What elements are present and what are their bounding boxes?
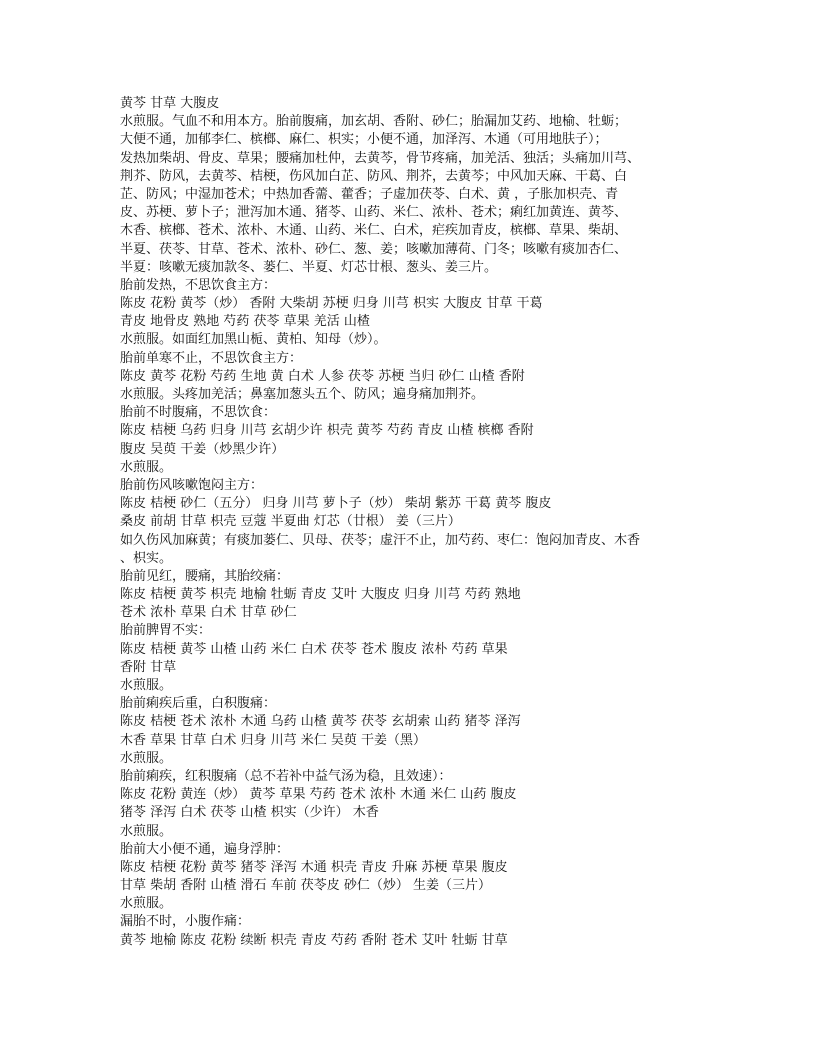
section-heading: 胎前不时腹痛，不思饮食： bbox=[120, 405, 277, 421]
section-heading: 胎前痢疾，红积腹痛（总不若补中益气汤为稳，且效速）： bbox=[120, 768, 452, 784]
text-line: 水煎服。 bbox=[120, 823, 173, 839]
text-line: 猪苓 泽泻 白术 茯苓 山楂 枳实（少许） 木香 bbox=[120, 805, 379, 821]
text-line: 、枳实。 bbox=[120, 550, 173, 566]
section-heading: 漏胎不时，小腹作痛： bbox=[120, 914, 251, 930]
text-line: 水煎服。头疼加羌活；鼻塞加葱头五个、防风；遍身痛加荆芥。 bbox=[120, 387, 485, 402]
text-line: 水煎服。 bbox=[120, 459, 173, 475]
text-line: 陈皮 桔梗 苍术 浓朴 木通 乌药 山楂 黄芩 茯苓 玄胡索 山药 猪苓 泽泻 bbox=[120, 714, 521, 730]
text-line: 木香、槟榔、苍术、浓朴、木通、山药、米仁、白术，疟疾加青皮，槟榔、草果、柴胡、 bbox=[120, 223, 628, 239]
text-line: 陈皮 花粉 黄芩（炒） 香附 大柴胡 苏梗 归身 川芎 枳实 大腹皮 甘草 干葛 bbox=[120, 296, 543, 312]
text-line: 如久伤风加麻黄；有痰加蒌仁、贝母、茯苓；虚汗不止，加芍药、枣仁：饱闷加青皮、木香 bbox=[120, 532, 641, 548]
text-line: 甘草 柴胡 香附 山楂 滑石 车前 茯苓皮 砂仁（炒） 生姜（三片） bbox=[120, 878, 492, 894]
text-line: 荆芥、防风，去黄芩、桔梗，伤风加白芷、防风、荆芥，去黄芩；中风加天麻、干葛、白 bbox=[120, 168, 628, 184]
text-line: 皮、苏梗、萝卜子；泄泻加木通、猪苓、山药、米仁、浓朴、苍术；痢红加黄连、黄芩、 bbox=[120, 205, 628, 221]
text-line: 陈皮 桔梗 乌药 归身 川芎 玄胡少许 枳壳 黄芩 芍药 青皮 山楂 槟榔 香附 bbox=[120, 423, 534, 439]
text-line: 陈皮 黄芩 花粉 芍药 生地 黄 白术 人参 茯苓 苏梗 当归 砂仁 山楂 香附 bbox=[120, 368, 525, 384]
text-line: 香附 甘草 bbox=[120, 659, 177, 675]
text-line: 半夏、茯苓、甘草、苍术、浓朴、砂仁、葱、姜；咳嗽加薄荷、门冬；咳嗽有痰加杏仁、 bbox=[120, 241, 628, 257]
section-heading: 胎前脾胃不实： bbox=[120, 623, 212, 639]
text-line: 腹皮 吴萸 干姜（炒黑少许） bbox=[120, 441, 285, 457]
section-heading: 胎前见红，腰痛，其胎绞痛： bbox=[120, 568, 290, 584]
text-line: 苍术 浓朴 草果 白术 甘草 砂仁 bbox=[120, 605, 297, 621]
text-line: 黄芩 甘草 大腹皮 bbox=[120, 96, 220, 111]
text-line: 水煎服。 bbox=[120, 750, 173, 766]
text-line: 木香 草果 甘草 白术 归身 川芎 米仁 吴萸 干姜（黑） bbox=[120, 732, 427, 748]
text-line: 大便不通，加郁李仁、槟榔、麻仁、枳实；小便不通，加泽泻、木通（可用地肤子）； bbox=[120, 132, 608, 148]
text-line: 桑皮 前胡 甘草 枳壳 豆蔻 半夏曲 灯芯（廿根） 姜（三片） bbox=[120, 514, 461, 530]
text-line: 水煎服。气血不和用本方。胎前腹痛，加玄胡、香附、砂仁；胎漏加艾药、地榆、牡蛎； bbox=[120, 114, 628, 130]
text-line: 陈皮 桔梗 砂仁（五分） 归身 川芎 萝卜子（炒） 柴胡 紫苏 干葛 黄芩 腹皮 bbox=[120, 496, 552, 512]
text-line: 水煎服。 bbox=[120, 678, 173, 693]
text-line: 陈皮 桔梗 花粉 黄芩 猪苓 泽泻 木通 枳壳 青皮 升麻 苏梗 草果 腹皮 bbox=[120, 859, 508, 875]
text-line: 水煎服。 bbox=[120, 896, 173, 912]
section-heading: 胎前痢疾后重，白积腹痛： bbox=[120, 696, 277, 712]
text-line: 陈皮 桔梗 黄芩 枳壳 地榆 牡蛎 青皮 艾叶 大腹皮 归身 川芎 芍药 熟地 bbox=[120, 587, 521, 603]
section-heading: 胎前发热，不思饮食主方： bbox=[120, 277, 277, 293]
section-heading: 胎前大小便不通，遍身浮肿： bbox=[120, 841, 290, 857]
section-heading: 胎前伤风咳嗽饱闷主方： bbox=[120, 477, 264, 493]
text-line: 水煎服。如面红加黑山栀、黄柏、知母（炒）。 bbox=[120, 332, 387, 348]
text-line: 陈皮 桔梗 黄芩 山楂 山药 米仁 白术 茯苓 苍术 腹皮 浓朴 芍药 草果 bbox=[120, 641, 508, 657]
text-line: 半夏：咳嗽无痰加款冬、蒌仁、半夏、灯芯廿根、葱头、姜三片。 bbox=[120, 259, 498, 275]
text-line: 陈皮 花粉 黄连（炒） 黄芩 草果 芍药 苍术 浓朴 木通 米仁 山药 腹皮 bbox=[120, 787, 517, 803]
text-line: 黄芩 地榆 陈皮 花粉 续断 枳壳 青皮 芍药 香附 苍术 艾叶 牡蛎 甘草 bbox=[120, 932, 508, 948]
text-line: 发热加柴胡、骨皮、草果；腰痛加杜仲，去黄芩，骨节疼痛，加羌活、独活；头痛加川芎、 bbox=[120, 150, 641, 166]
section-heading: 胎前单寒不止，不思饮食主方： bbox=[120, 350, 303, 366]
document-body bbox=[120, 95, 720, 950]
text-line: 青皮 地骨皮 熟地 芍药 茯苓 草果 羌活 山楂 bbox=[120, 314, 370, 330]
text-line: 芷、防风；中湿加苍术；中热加香薷、藿香；子虚加茯苓、白术、黄 ，子胀加枳壳、青 bbox=[120, 186, 619, 202]
